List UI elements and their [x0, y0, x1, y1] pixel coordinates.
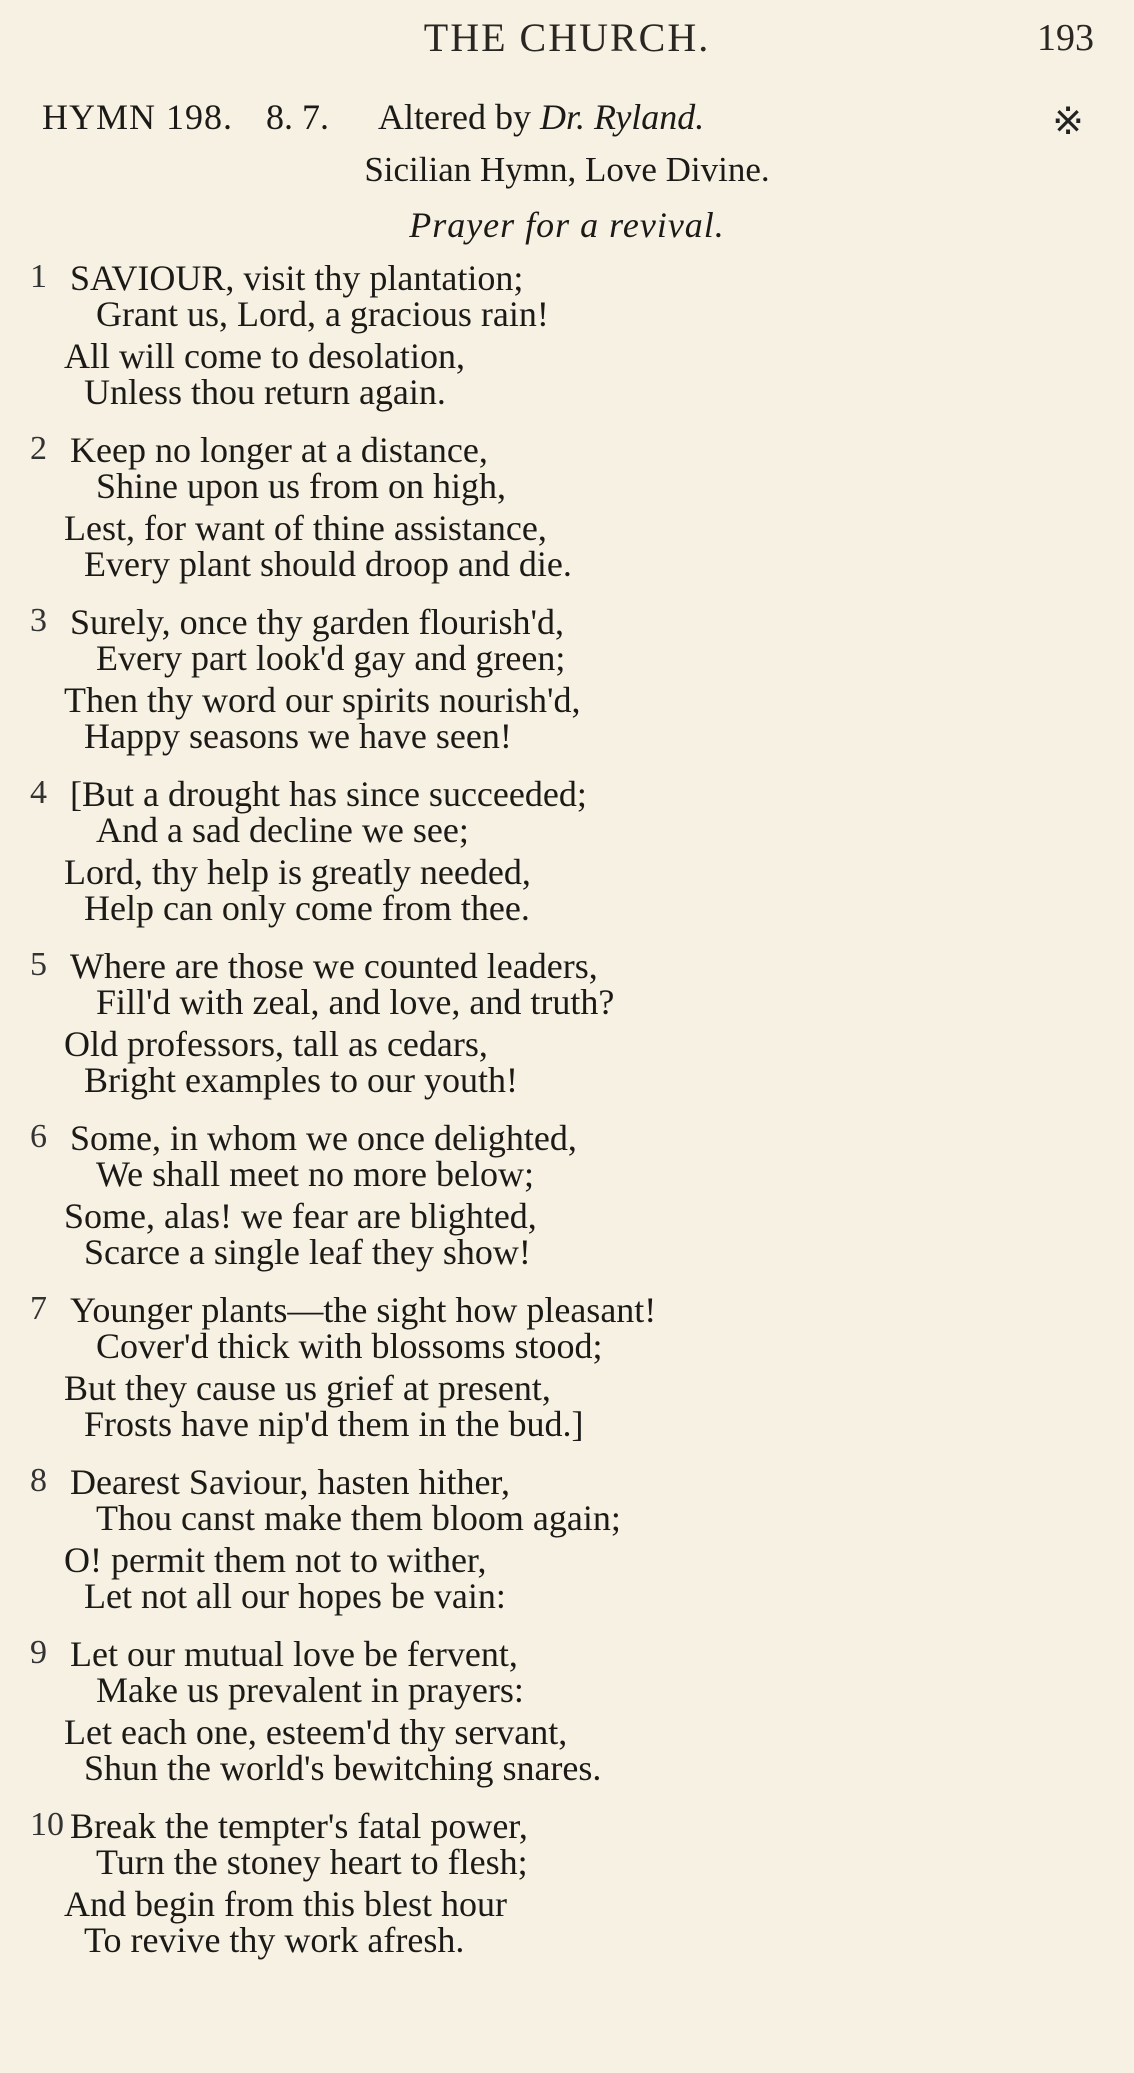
verse-line: Make us prevalent in prayers:: [96, 1670, 524, 1710]
verse-line: Let not all our hopes be vain:: [84, 1576, 506, 1616]
verse-line: And a sad decline we see;: [96, 810, 469, 850]
hymn-credit: [378, 97, 704, 137]
stanza-8: [30, 1462, 1110, 1634]
stanza-9: [30, 1634, 1110, 1806]
verse-line: Turn the stoney heart to flesh;: [96, 1842, 528, 1882]
verse-line: Thou canst make them bloom again;: [96, 1498, 621, 1538]
credit-author: Dr. Ryland.: [539, 97, 705, 137]
ornament-icon: ※: [1052, 101, 1084, 143]
stanza-number: 6: [30, 1118, 47, 1155]
verse-line: Younger plants—the sight how pleasant!: [70, 1290, 657, 1330]
stanza-4: [30, 774, 1110, 946]
verse-line: But they cause us grief at present,: [64, 1368, 551, 1408]
stanza-number: 1: [30, 258, 47, 295]
verse-line: Where are those we counted leaders,: [70, 946, 598, 986]
verse-line: O! permit them not to wither,: [64, 1540, 487, 1580]
stanza-number: 5: [30, 946, 47, 983]
verse-line: Break the tempter's fatal power,: [70, 1806, 528, 1846]
verse-line: Bright examples to our youth!: [84, 1060, 518, 1100]
stanza-3: [30, 602, 1110, 774]
verse-line: Dearest Saviour, hasten hither,: [70, 1462, 510, 1502]
verse-line: Then thy word our spirits nourish'd,: [64, 680, 581, 720]
verse-line: Let each one, esteem'd thy servant,: [64, 1712, 568, 1752]
stanza-2: [30, 430, 1110, 602]
verse-line: To revive thy work afresh.: [84, 1920, 465, 1960]
verse-line: Some, in whom we once delighted,: [70, 1118, 577, 1158]
verse-line: Cover'd thick with blossoms stood;: [96, 1326, 603, 1366]
verse-line: Keep no longer at a distance,: [70, 430, 488, 470]
verse-line: Fill'd with zeal, and love, and truth?: [96, 982, 615, 1022]
verse-line: And begin from this blest hour: [64, 1884, 507, 1924]
stanza-number: 10: [30, 1806, 64, 1843]
stanza-5: [30, 946, 1110, 1118]
hymn-number: HYMN 198.: [42, 97, 234, 137]
verse-line: Help can only come from thee.: [84, 888, 530, 928]
stanza-6: [30, 1118, 1110, 1290]
stanza-number: 4: [30, 774, 47, 811]
verse-line: Every part look'd gay and green;: [96, 638, 566, 678]
verse-line: [But a drought has since succeeded;: [70, 774, 587, 814]
verse-line: Some, alas! we fear are blighted,: [64, 1196, 537, 1236]
tune-name: Sicilian Hymn, Love Divine.: [364, 150, 770, 189]
verse-line: Surely, once thy garden flourish'd,: [70, 602, 565, 642]
verse-line: Grant us, Lord, a gracious rain!: [96, 294, 549, 334]
verse-line: Old professors, tall as cedars,: [64, 1024, 488, 1064]
hymn-meter: 8. 7.: [266, 97, 330, 137]
hymn-subject: Prayer for a revival.: [409, 205, 725, 245]
stanza-number: 7: [30, 1290, 47, 1327]
verse-line: SAVIOUR, visit thy plantation;: [70, 258, 524, 298]
stanza-10: [30, 1806, 1110, 1978]
verse-line: Scarce a single leaf they show!: [84, 1232, 531, 1272]
verse-line: Every plant should droop and die.: [84, 544, 572, 584]
verse-line: Let our mutual love be fervent,: [70, 1634, 518, 1674]
verse-line: Unless thou return again.: [84, 372, 446, 412]
stanza-number: 8: [30, 1462, 47, 1499]
stanza-number: 9: [30, 1634, 47, 1671]
stanza-number: 2: [30, 430, 47, 467]
credit-prefix: Altered by: [378, 97, 531, 137]
hymn-header: [42, 96, 1102, 146]
verse-line: We shall meet no more below;: [96, 1154, 534, 1194]
verse-line: Shun the world's bewitching snares.: [84, 1748, 602, 1788]
verse-line: All will come to desolation,: [64, 336, 465, 376]
stanza-number: 3: [30, 602, 47, 639]
stanza-1: [30, 258, 1110, 430]
verse-line: Frosts have nip'd them in the bud.]: [84, 1404, 584, 1444]
verse-line: Lest, for want of thine assistance,: [64, 508, 547, 548]
verse-line: Happy seasons we have seen!: [84, 716, 512, 756]
running-title: THE CHURCH.: [423, 15, 711, 60]
stanza-7: [30, 1290, 1110, 1462]
page-number: 193: [1037, 17, 1094, 59]
verse-line: Lord, thy help is greatly needed,: [64, 852, 531, 892]
verse-line: Shine upon us from on high,: [96, 466, 506, 506]
